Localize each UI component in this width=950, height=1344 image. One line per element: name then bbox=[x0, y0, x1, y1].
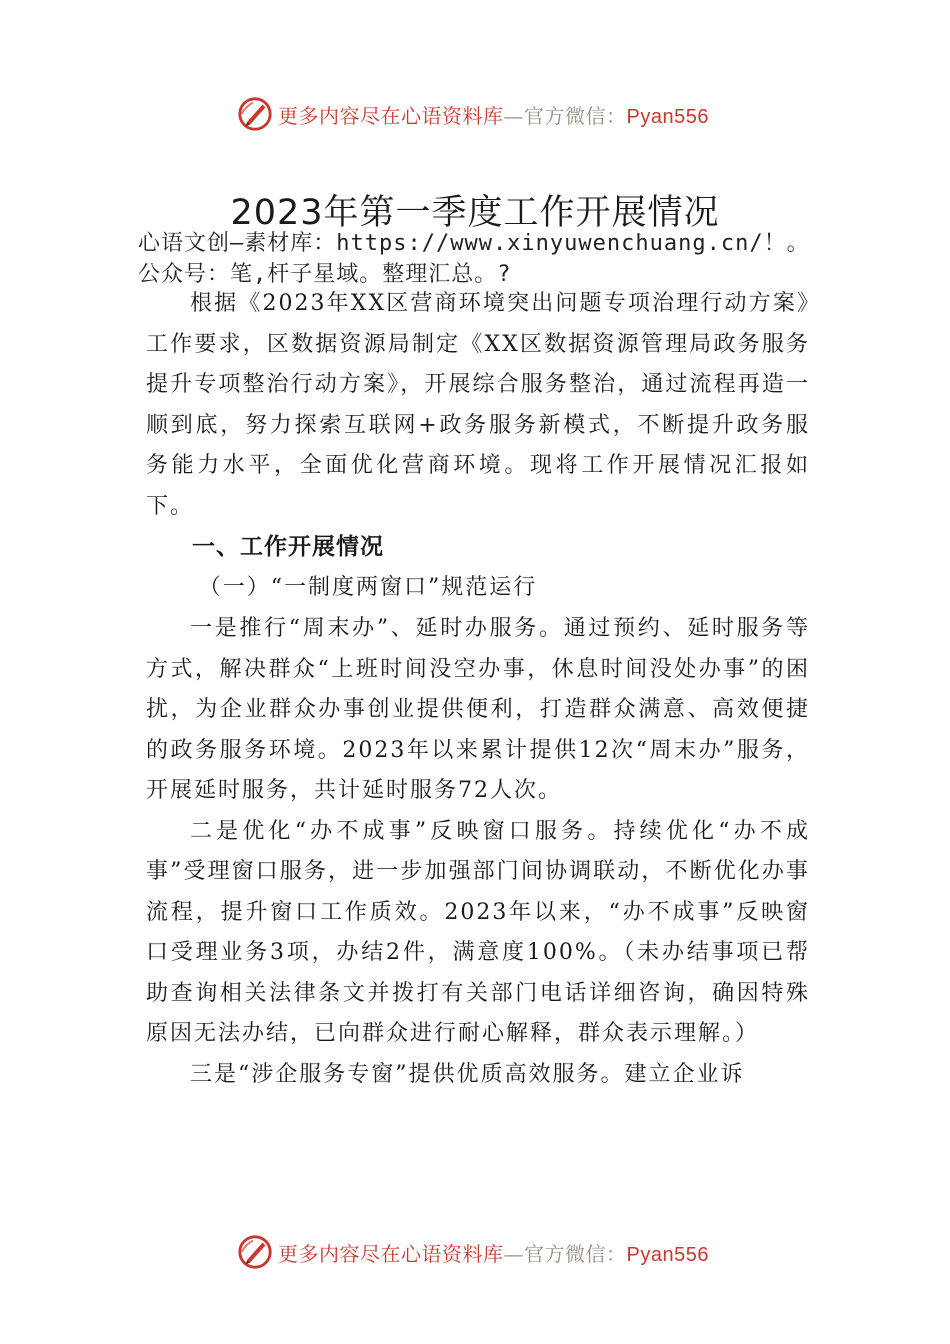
subsection-heading: （一）“一制度两窗口”规范运行 bbox=[198, 575, 538, 600]
document-title: 2023年第一季度工作开展情况 bbox=[230, 193, 720, 233]
paragraph-enterprise-window: 三是“涉企服务专窗”提供优质高效服务。建立企业诉 bbox=[190, 1061, 745, 1087]
footer-banner bbox=[236, 1232, 709, 1272]
banner-text: 更多内容尽在心语资料库—官方微信：Pyan556 bbox=[278, 1241, 709, 1266]
paragraph-complaint-window: 二是优化“办不成事”反映窗口服务。持续优化“办不成事”受理窗口服务，进一步加强部门间协调联动，不断优化办事流程，提升窗口工作质效。2023年以来，“办不成事”反映窗口受理业务3项，办结2件，满意度100%。（未办结事项已帮助查询相关法律条文并拨打有关部门电话详细咨询，确因特殊原因无法办结，已向群众进行耐心解释，群众表示理解。） bbox=[146, 818, 810, 1046]
section-heading: 一、工作开展情况 bbox=[192, 534, 384, 560]
source-note: 心语文创—素材库：https://www.xinyuwenchuang.cn/！。公众号：笔,杆子星域。整理汇总。? bbox=[138, 231, 810, 287]
document-body bbox=[146, 284, 810, 1095]
header-banner bbox=[236, 94, 709, 134]
banner-text: 更多内容尽在心语资料库—官方微信：Pyan556 bbox=[278, 103, 709, 128]
intro-paragraph: 根据《2023年XX区营商环境突出问题专项治理行动方案》工作要求，区数据资源局制定《XX区数据资源管理局政务服务提升专项整治行动方案》，开展综合服务整治，通过流程再造一顺到底，努力探索互联网+政务服务新模式，不断提升政务服务能力水平，全面优化营商环境。现将工作开展情况汇报如下。 bbox=[146, 291, 810, 519]
pen-logo-icon bbox=[236, 1233, 274, 1271]
pen-logo-icon bbox=[236, 95, 274, 133]
paragraph-weekend-service: 一是推行“周末办”、延时办服务。通过预约、延时服务等方式，解决群众“上班时间没空办事，休息时间没处办事”的困扰，为企业群众办事创业提供便利，打造群众满意、高效便捷的政务服务环境。2023年以来累计提供12次“周末办”服务，开展延时服务，共计延时服务72人次。 bbox=[146, 616, 810, 803]
